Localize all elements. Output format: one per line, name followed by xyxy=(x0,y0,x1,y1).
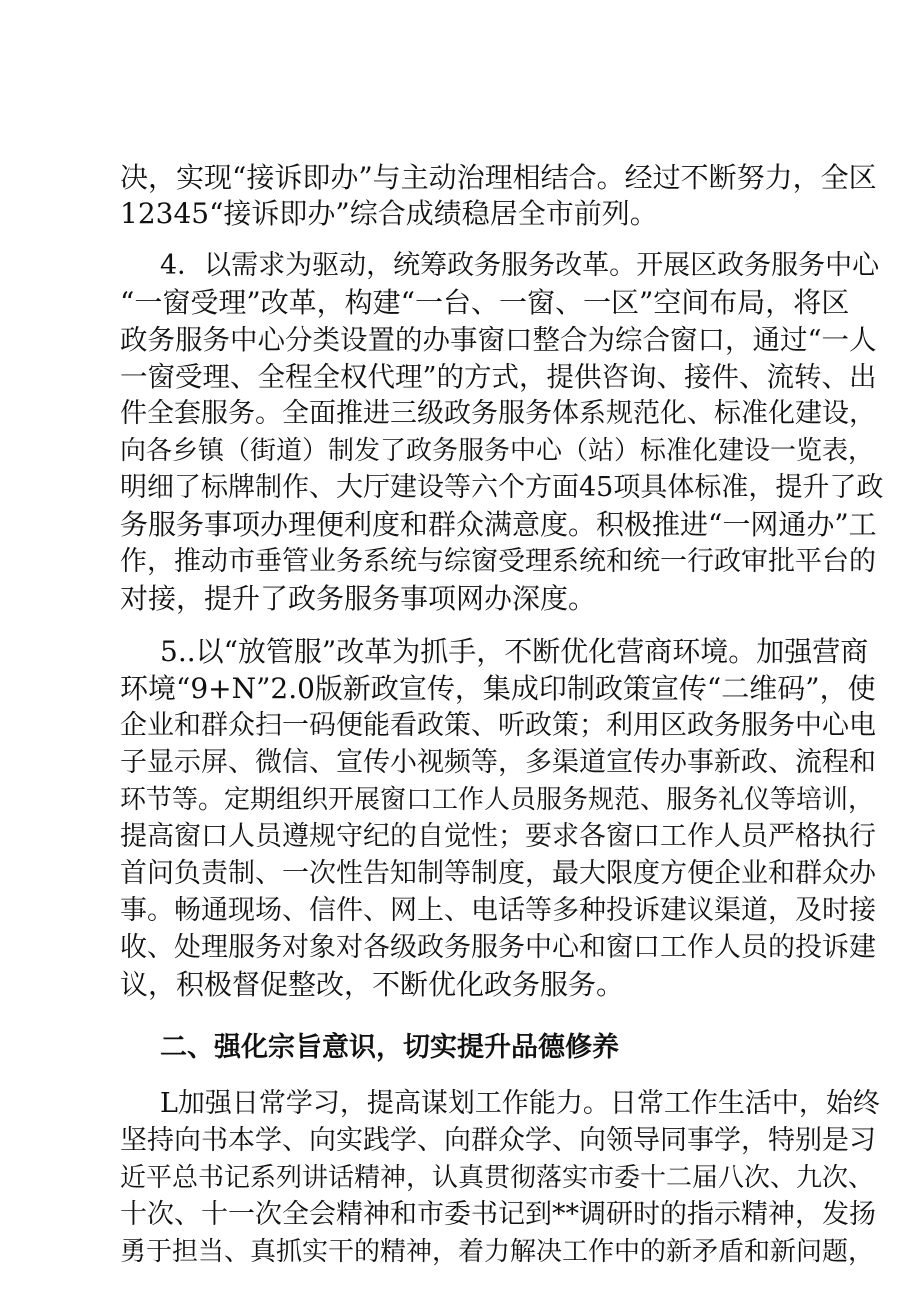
text-line: 4．以需求为驱动，统筹政务服务改革。开展区政务服务中心 xyxy=(160,250,880,281)
text-line: 环境“9+N”2.0版新政宣传，集成印制政策宣传“二维码”，使 xyxy=(120,672,876,705)
text-line: 企业和群众扫一码便能看政策、听政策；利用区政务服务中心电 xyxy=(120,710,876,741)
text-line: 一窗受理、全程全权代理”的方式，提供咨询、接件、流转、出 xyxy=(120,361,877,393)
section-heading: 二、强化宗旨意识，切实提升品德修养 xyxy=(160,1032,619,1063)
text-line: 事。畅通现场、信件、网上、电话等多种投诉建议渠道，及时接 xyxy=(120,895,876,926)
text-line: 首问负责制、一次性告知制等制度，最大限度方便企业和群众办 xyxy=(120,858,876,889)
text-line: 近平总书记系列讲话精神，认真贯彻落实市委十二届八次、九次、 xyxy=(120,1163,875,1193)
text-line: 议，积极督促整改，不断优化政务服务。 xyxy=(120,968,625,1001)
text-line: 决，实现“接诉即办”与主动治理相结合。经过不断努力，全区 xyxy=(120,161,877,194)
text-line: 政务服务中心分类设置的办事窗口整合为综合窗口，通过“一人 xyxy=(120,324,877,356)
text-line: L加强日常学习，提高谋划工作能力。日常工作生活中，始终 xyxy=(160,1088,880,1119)
text-line: 收、处理服务对象对各级政务服务中心和窗口工作人员的投诉建 xyxy=(120,932,876,963)
text-line: 环节等。定期组织开展窗口工作人员服务规范、服务礼仪等培训， xyxy=(120,785,875,815)
text-line: 5..以“放管服”改革为抓手，不断优化营商环境。加强营商 xyxy=(160,635,869,668)
text-line: 作，推动市垂管业务系统与综窗受理系统和统一行政审批平台的 xyxy=(120,546,876,577)
text-line: 向各乡镇（街道）制发了政务服务中心（站）标准化建设一览表， xyxy=(120,436,875,466)
text-line: 子显示屏、微信、宣传小视频等，多渠道宣传办事新政、流程和 xyxy=(120,747,876,778)
text-line: 十次、十一次全会精神和市委书记到**调研时的指示精神，发扬 xyxy=(120,1199,876,1230)
text-line: 明细了标牌制作、大厅建设等六个方面45项具体标准，提升了政 xyxy=(120,472,884,503)
text-line: 对接，提升了政务服务事项网办深度。 xyxy=(120,582,597,615)
text-line: 12345“接诉即办”综合成绩稳居全市前列。 xyxy=(120,197,658,230)
text-line: 坚持向书本学、向实践学、向群众学、向领导同事学，特别是习 xyxy=(120,1125,876,1156)
text-line: 提高窗口人员遵规守纪的自觉性；要求各窗口工作人员严格执行 xyxy=(120,821,876,852)
text-line: “一窗受理”改革，构建“一台、一窗、一区”空间布局，将区 xyxy=(120,286,850,319)
text-line: 勇于担当、真抓实干的精神，着力解决工作中的新矛盾和新问题， xyxy=(120,1237,875,1267)
text-line: 务服务事项办理便利度和群众满意度。积极推进“一网通办”工 xyxy=(120,508,877,541)
text-line: 件全套服务。全面推进三级政务服务体系规范化、标准化建设， xyxy=(120,398,876,429)
